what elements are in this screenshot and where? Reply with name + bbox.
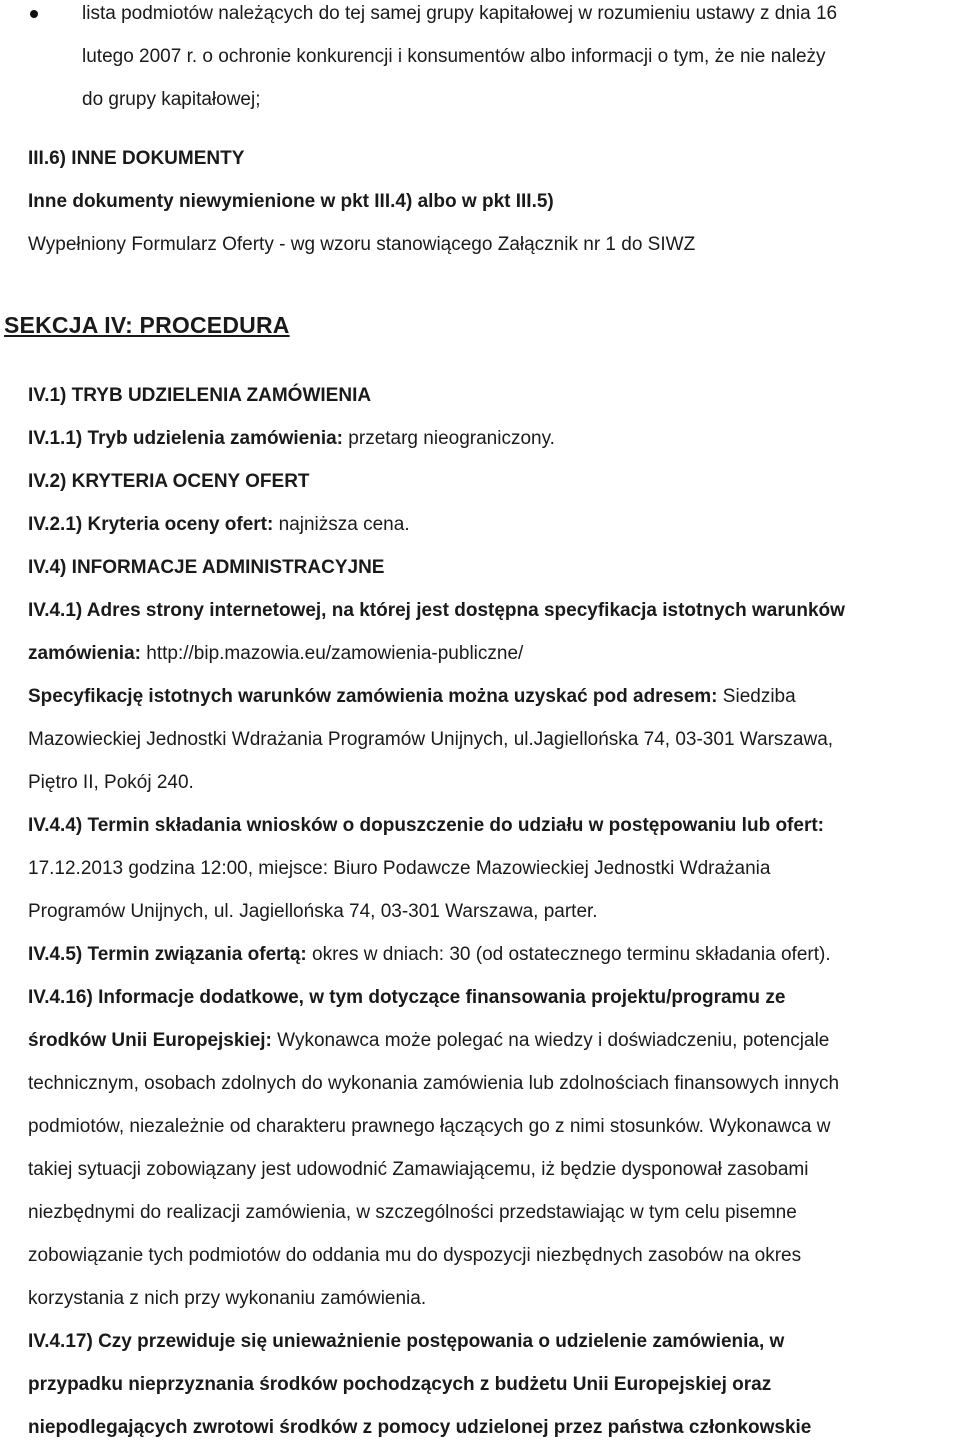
value-siwz-address-line-2: Mazowieckiej Jednostki Wdrażania Programów Unijnych, ul.Jagiellońska 74, 03-301 Warszawa, [28,729,834,750]
label-iv-4-16-line-1: IV.4.16) Informacje dodatkowe, w tym dotyczące finansowania projektu/programu ze [28,987,786,1008]
label-iv-4-16-line-2: środków Unii Europejskiej: [28,1030,272,1051]
label-iv-4-5: IV.4.5) Termin związania ofertą: [28,944,307,965]
section-heading-iii-6: III.6) INNE DOKUMENTY [28,148,245,169]
row-iv-2-1 [28,513,410,537]
label-iv-1-1: IV.1.1) Tryb udzielenia zamówienia: [28,428,344,449]
row-iv-4-5 [28,943,831,967]
value-iv-4-16-line-4: takiej sytuacji zobowiązany jest udowodnić Zamawiającemu, iż będzie dysponował zasobami [28,1159,809,1180]
label-iv-4-1-line-2: zamówienia: [28,643,141,664]
label-iv-2-1: IV.2.1) Kryteria oceny ofert: [28,514,274,535]
row-iv-1-1 [28,427,555,451]
bullet-text-line-2: lutego 2007 r. o ochronie konkurencji i konsumentów albo informacji o tym, że nie należy [82,46,826,67]
bullet-text-line-3: do grupy kapitałowej; [82,89,261,110]
value-iv-4-16-line-1: Wykonawca może polegać na wiedzy i doświadczeniu, potencjale [277,1030,830,1051]
section-heading-iv-4: IV.4) INFORMACJE ADMINISTRACYJNE [28,557,385,578]
value-iv-4-16-line-3: podmiotów, niezależnie od charakteru prawnego łączących go z nimi stosunków. Wykonawca w [28,1116,831,1137]
bullet-icon [30,10,38,18]
label-iv-4-17-line-2: przypadku nieprzyznania środków pochodzących z budżetu Unii Europejskiej oraz [28,1374,772,1395]
section-title-iv: SEKCJA IV: PROCEDURA [4,312,290,338]
section-heading-iv-2: IV.2) KRYTERIA OCENY OFERT [28,471,310,492]
section-heading-iv-1: IV.1) TRYB UDZIELENIA ZAMÓWIENIA [28,385,372,406]
label-iv-4-1-line-1: IV.4.1) Adres strony internetowej, na której jest dostępna specyfikacja istotnych warunków [28,600,845,621]
value-siwz-address-line-3: Piętro II, Pokój 240. [28,772,194,793]
value-iv-4-16-line-7: korzystania z nich przy wykonaniu zamówienia. [28,1288,427,1309]
label-iv-4-17-line-1: IV.4.17) Czy przewiduje się unieważnienie postępowania o udzielenie zamówienia, w [28,1331,785,1352]
paragraph-offer-form: Wypełniony Formularz Oferty - wg wzoru stanowiącego Załącznik nr 1 do SIWZ [28,234,696,255]
value-iv-4-16-line-2: technicznym, osobach zdolnych do wykonania zamówienia lub zdolnościach finansowych innych [28,1073,840,1094]
bullet-text-line-1: lista podmiotów należących do tej samej grupy kapitałowej w rozumieniu ustawy z dnia 16 [82,3,838,24]
value-iv-4-16-line-6: zobowiązanie tych podmiotów do oddania mu do dyspozycji niezbędnych zasobów na okres [28,1245,802,1266]
row-iv-4-16-line-2 [28,1029,829,1053]
label-iv-4-17-line-3: niepodlegających zwrotowi środków z pomocy udzielonej przez państwa członkowskie [28,1417,812,1438]
subheading-other-documents: Inne dokumenty niewymienione w pkt III.4) albo w pkt III.5) [28,191,554,212]
row-iv-4-1-line-2 [28,642,523,666]
label-siwz-address: Specyfikację istotnych warunków zamówienia można uzyskać pod adresem: [28,686,718,707]
siwz-url-text: http://bip.mazowia.eu/zamowienia-publiczne/ [146,643,524,664]
value-siwz-address-line-1: Siedziba [722,686,796,707]
value-iv-4-4-line-1: 17.12.2013 godzina 12:00, miejsce: Biuro Podawcze Mazowieckiej Jednostki Wdrażania [28,858,771,879]
value-iv-4-16-line-5: niezbędnymi do realizacji zamówienia, w szczególności przedstawiając w tym celu pisemne [28,1202,797,1223]
value-iv-4-4-line-2: Programów Unijnych, ul. Jagiellońska 74, 03-301 Warszawa, parter. [28,901,598,922]
value-iv-2-1: najniższa cena. [278,514,410,535]
value-iv-1-1: przetarg nieograniczony. [348,428,555,449]
label-iv-4-4: IV.4.4) Termin składania wniosków o dopuszczenie do udziału w postępowaniu lub ofert: [28,815,824,836]
value-iv-4-5: okres w dniach: 30 (od ostatecznego terminu składania ofert). [312,944,831,965]
row-siwz-address-line-1 [28,685,796,709]
